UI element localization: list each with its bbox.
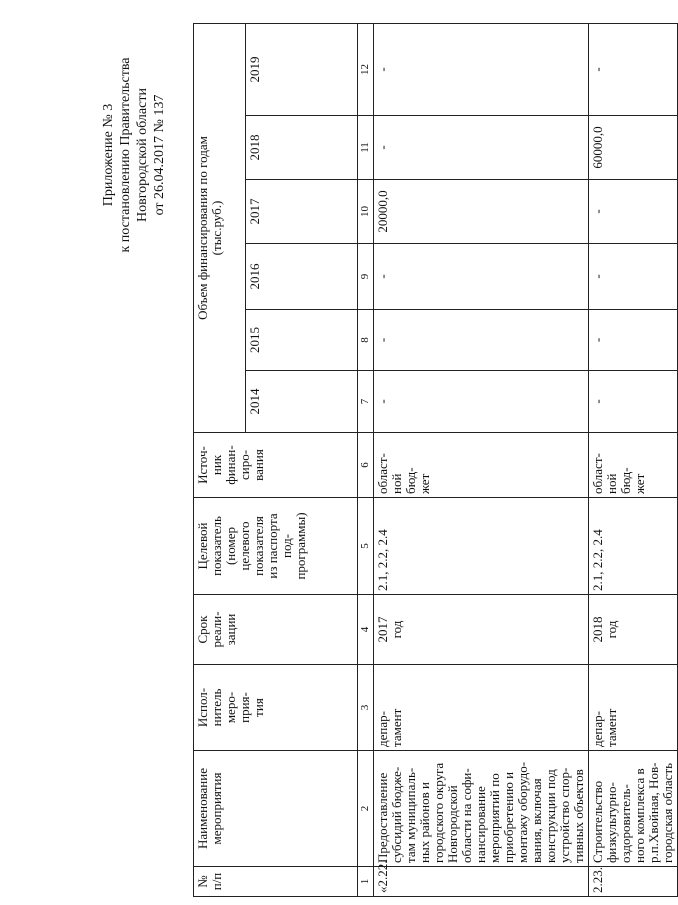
row-value-2018: - (374, 116, 589, 180)
row-value-2017: - (589, 180, 678, 244)
column-number: 4 (358, 595, 374, 665)
row-num: «2.22. (374, 867, 589, 897)
header-executor: Испол- нитель меро- прия- тия (194, 665, 358, 751)
column-number: 10 (358, 180, 374, 244)
header-indicator: Целевой показатель (номер целевого показателя из паспорта под- программы) (194, 498, 358, 595)
column-number: 6 (358, 433, 374, 498)
column-number: 11 (358, 116, 374, 180)
header-year-2019: 2019 (246, 24, 358, 116)
row-indicator: 2.1, 2.2, 2.4 (589, 498, 678, 595)
column-number: 3 (358, 665, 374, 751)
header-finance-group: Объем финансирования по годам (тыс.руб.) (194, 24, 246, 433)
header-year-2015: 2015 (246, 310, 358, 371)
row-term: 2018 год (589, 595, 678, 665)
column-number: 7 (358, 371, 374, 433)
row-executor: депар- тамент (374, 665, 589, 751)
appendix-title: Приложение № 3 (101, 103, 116, 207)
appendix-region: Новгородской области (135, 88, 150, 222)
row-value-2019: - (374, 24, 589, 116)
appendix-date: от 26.04.2017 № 137 (152, 94, 167, 216)
header-year-2016: 2016 (246, 244, 358, 310)
row-value-2017: 20000,0 (374, 180, 589, 244)
row-value-2014: - (589, 371, 678, 433)
table-row (374, 24, 589, 897)
row-value-2016: - (589, 244, 678, 310)
header-source: Источ- ник финан- сиро- вания (194, 433, 358, 498)
header-term: Срок реали- зации (194, 595, 358, 665)
header-row-main (194, 24, 246, 897)
column-number: 12 (358, 24, 374, 116)
column-number: 5 (358, 498, 374, 595)
column-number: 8 (358, 310, 374, 371)
row-value-2018: 60000,0 (589, 116, 678, 180)
row-name: Строительство физкультурно- оздоровитель- ного комплекса в р.п.Хвойная, Нов- городская область (589, 751, 678, 867)
row-source: област- ной бюд- жет (589, 433, 678, 498)
row-value-2014: - (374, 371, 589, 433)
header-year-2017: 2017 (246, 180, 358, 244)
column-number: 2 (358, 751, 374, 867)
table-row (589, 24, 678, 897)
row-value-2015: - (374, 310, 589, 371)
row-value-2016: - (374, 244, 589, 310)
row-name: Предоставление субсидий бюдже- там муниципаль- ных районов и городского округа Новгородской области на софи- нансирование мероприятий по приобретению и монтажу оборудо- вания, включая конструкции под устройство спор- тивных объектов (374, 751, 589, 867)
column-number: 9 (358, 244, 374, 310)
appendix-resolution: к постановлению Правительства (118, 57, 133, 253)
row-executor: депар- тамент (589, 665, 678, 751)
appendix-note (100, 25, 168, 285)
header-name: Наименование мероприятия (194, 751, 358, 867)
row-value-2015: - (589, 310, 678, 371)
header-year-2018: 2018 (246, 116, 358, 180)
column-number: 1 (358, 867, 374, 897)
header-year-2014: 2014 (246, 371, 358, 433)
row-num: 2.23. (589, 867, 678, 897)
financing-table (193, 23, 678, 897)
row-source: област- ной бюд- жет (374, 433, 589, 498)
column-number-row (358, 24, 374, 897)
header-num: № п/п (194, 867, 358, 897)
row-term: 2017 год (374, 595, 589, 665)
row-value-2019: - (589, 24, 678, 116)
row-indicator: 2.1, 2.2, 2.4 (374, 498, 589, 595)
